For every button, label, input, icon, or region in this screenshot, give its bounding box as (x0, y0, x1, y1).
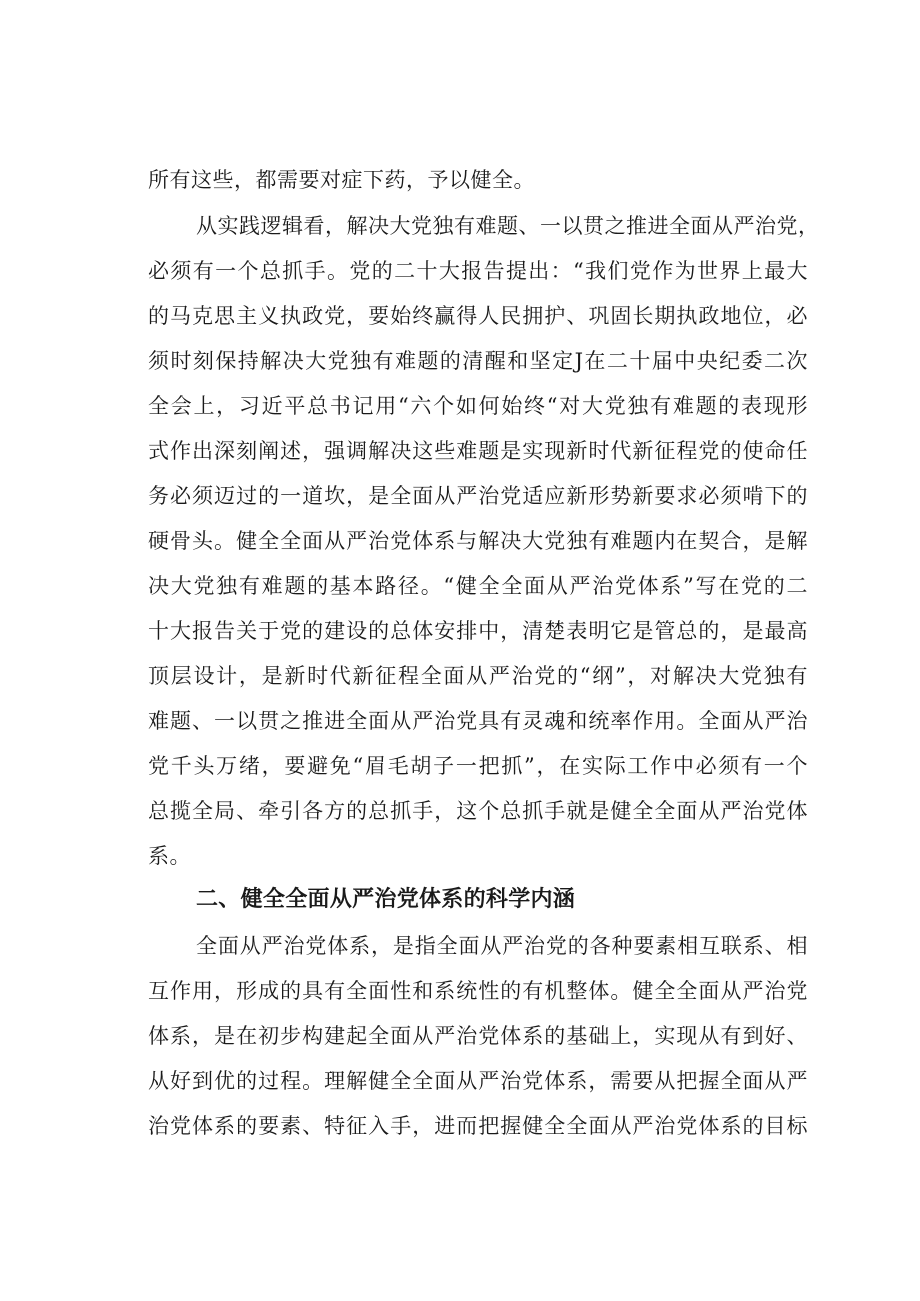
paragraph-line: 顶层设计，是新时代新征程全面从严治党的“纲”，对解决大党独有 (148, 664, 808, 688)
paragraph-line: 决大党独有难题的基本路径。“健全全面从严治党体系”写在党的二 (148, 574, 808, 598)
paragraph-line: 须时刻保持解决大党独有难题的清醒和坚定J在二十届中央纪委二次 (148, 349, 808, 373)
paragraph-line: 党千头万绪，要避免“眉毛胡子一把抓”，在实际工作中必须有一个 (148, 754, 808, 778)
paragraph-line: 所有这些，都需要对症下药，予以健全。 (148, 168, 535, 192)
paragraph-line: 全面从严治党体系，是指全面从严治党的各种要素相互联系、相 (196, 934, 808, 958)
paragraph-line: 务必须迈过的一道坎，是全面从严治党适应新形势新要求必须啃下的 (148, 484, 808, 508)
paragraph-line: 必须有一个总抓手。党的二十大报告提出：“我们党作为世界上最大 (148, 259, 808, 283)
paragraph-line: 总揽全局、牵引各方的总抓手，这个总抓手就是健全全面从严治党体 (148, 799, 808, 823)
paragraph-line: 全会上，习近平总书记用“六个如何始终“对大党独有难题的表现形 (148, 394, 808, 418)
paragraph-line: 的马克思主义执政党，要始终赢得人民拥护、巩固长期执政地位，必 (148, 304, 808, 328)
paragraph-line: 治党体系的要素、特征入手，进而把握健全全面从严治党体系的目标 (148, 1114, 808, 1138)
paragraph-line: 体系，是在初步构建起全面从严治党体系的基础上，实现从有到好、 (148, 1024, 808, 1048)
paragraph-line: 从好到优的过程。理解健全全面从严治党体系，需要从把握全面从严 (148, 1069, 808, 1093)
section-heading: 二、健全全面从严治党体系的科学内涵 (196, 887, 576, 912)
paragraph-line: 硬骨头。健全全面从严治党体系与解决大党独有难题内在契合，是解 (148, 529, 808, 553)
paragraph-line: 从实践逻辑看，解决大党独有难题、一以贯之推进全面从严治党， (196, 214, 820, 238)
paragraph-line: 十大报告关于党的建设的总体安排中，清楚表明它是管总的，是最高 (148, 619, 808, 643)
paragraph-line: 式作出深刻阐述，强调解决这些难题是实现新时代新征程党的使命任 (148, 439, 808, 463)
paragraph-line: 难题、一以贯之推进全面从严治党具有灵魂和统率作用。全面从严治 (148, 709, 808, 733)
paragraph-line: 系。 (148, 844, 191, 868)
paragraph-line: 互作用，形成的具有全面性和系统性的有机整体。健全全面从严治党 (148, 979, 808, 1003)
